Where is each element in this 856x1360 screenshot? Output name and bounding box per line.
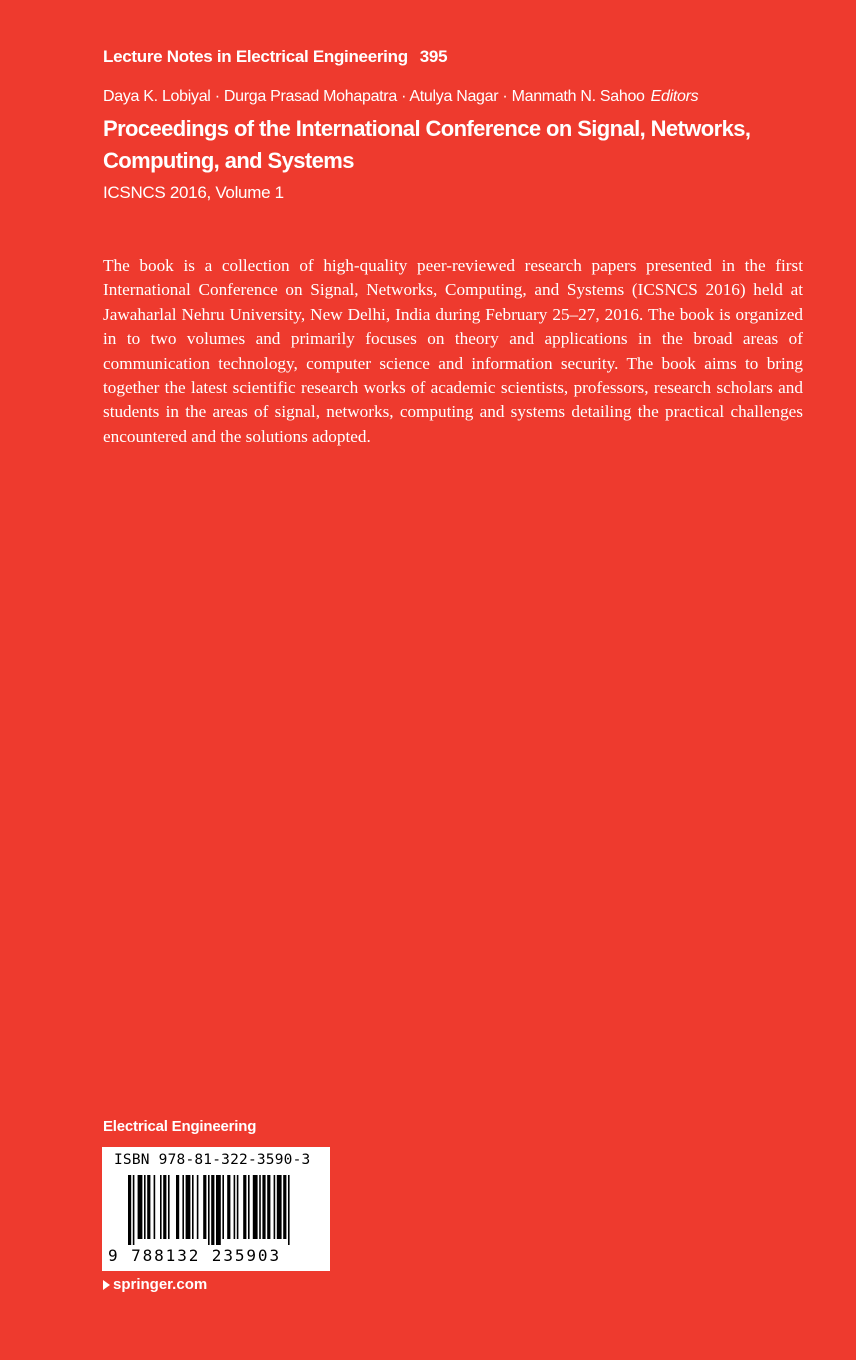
barcode-bar [283,1175,286,1239]
barcode-bar [274,1175,276,1239]
barcode-bar [138,1175,143,1239]
barcode-bar [288,1175,290,1245]
barcode-bar [154,1175,156,1239]
barcode-bar [186,1175,191,1239]
barcode-bar [144,1175,146,1239]
barcode-icon [102,1171,330,1247]
barcode-bar [203,1175,206,1239]
book-title: Proceedings of the International Conference on Signal, Networks, Computing, and Systems [103,116,751,173]
isbn-text: ISBN 978-81-322-3590-3 [114,1152,311,1168]
editors-role: Editors [650,88,699,105]
book-blurb: The book is a collection of high-quality peer-reviewed research papers presented in the first International Conference on Signal, Networks, Computing, and Systems (ICSNCS 2016) held at Jawaharlal Nehru University, New Delhi, India during February 25–27, 2016. The book is organized in to two volumes and primarily focuses on theory and applications in the broad areas of communication technology, computer science and information security. The book aims to bring together the latest scientific research works of academic scientists, professors, research scholars and students in the areas of signal, networks, computing and systems detailing the practical challenges encountered and the solutions adopted. [103,256,803,446]
barcode-bar [267,1175,270,1239]
barcode-bar [168,1175,170,1239]
book-subtitle: ICSNCS 2016, Volume 1 [103,183,284,202]
barcode-box [102,1147,330,1271]
barcode-bar [234,1175,236,1239]
barcode-bar [277,1175,282,1239]
editor-names: Daya K. Lobiyal · Durga Prasad Mohapatra · Atulya Nagar · Manmath N. Sahoo [103,88,645,105]
barcode-bar [248,1175,250,1239]
barcode-bar [253,1175,258,1239]
publisher-url: springer.com [113,1276,208,1293]
triangle-arrow-icon [103,1280,110,1290]
editors-line [103,88,698,106]
barcode-bar [259,1175,261,1239]
ean-digits: 9 788132 235903 [108,1246,281,1265]
publisher-link[interactable] [103,1276,207,1293]
barcode-bar [176,1175,179,1239]
barcode-bar [163,1175,166,1239]
barcode-bar [243,1175,246,1239]
barcode-bar [208,1175,210,1245]
barcode-bar [211,1175,214,1245]
barcode-bar [216,1175,221,1245]
barcode-bar [237,1175,239,1239]
barcode-bar [197,1175,199,1239]
barcode-bar [147,1175,150,1239]
barcode-bar [222,1175,224,1239]
series-line [103,47,447,67]
barcode-bar [227,1175,230,1239]
barcode-bar [133,1175,135,1245]
barcode-bar [192,1175,194,1239]
barcode-bar [128,1175,131,1245]
series-number: 395 [419,47,448,66]
series-name: Lecture Notes in Electrical Engineering [103,47,408,66]
barcode-bar [160,1175,162,1239]
barcode-bar [182,1175,184,1239]
subject-label: Electrical Engineering [103,1118,257,1135]
barcode-bar [262,1175,265,1239]
